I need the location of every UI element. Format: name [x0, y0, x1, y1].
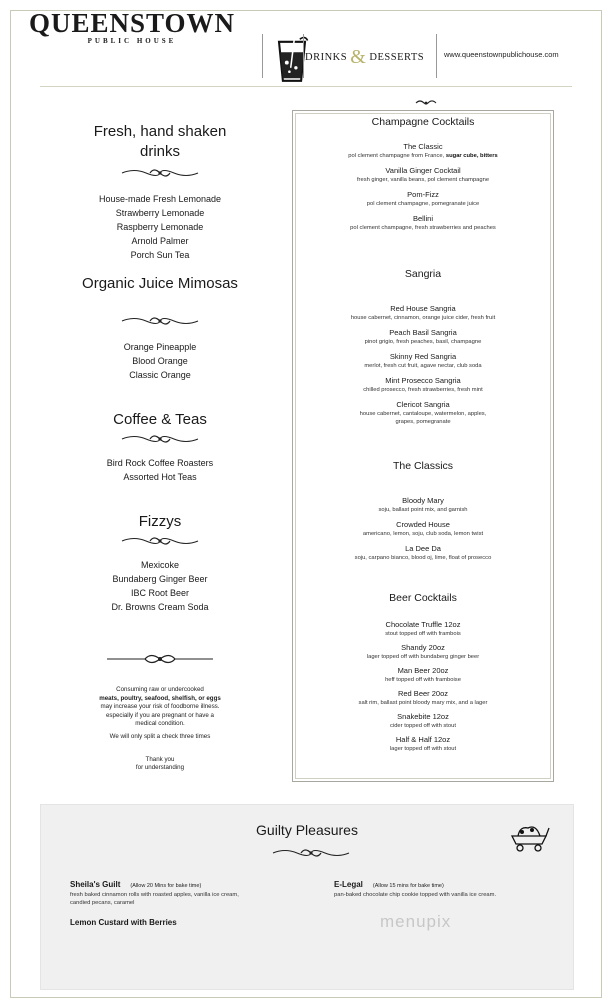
drink-name: Chocolate Truffle 12oz: [385, 620, 461, 629]
drink-description: americano, lemon, soju, club soda, lemon twist: [362, 531, 484, 537]
classics-section: [292, 460, 554, 562]
list-item: IBC Root Beer: [130, 588, 190, 598]
drink-description: lager topped off with bundaberg ginger beer: [366, 654, 480, 660]
list-item: Orange Pineapple: [123, 342, 197, 352]
dessert-description: pan-baked chocolate chip cookie topped with vanilla ice cream.: [334, 892, 497, 898]
menu-item: [292, 328, 554, 346]
drink-description: house cabernet, cantaloupe, watermelon, apples,: [359, 411, 487, 417]
menu-item: [292, 142, 554, 160]
section-title: Champagne Cocktails: [371, 116, 475, 128]
dessert-name: Sheila's Guilt (Allow 20 Mins for bake time): [70, 880, 202, 889]
flourish-ornament-icon: [120, 166, 200, 180]
header-rule: [40, 86, 572, 87]
flourish-ornament-icon: [414, 98, 438, 108]
list-item: Porch Sun Tea: [130, 250, 190, 260]
list-item: Dr. Browns Cream Soda: [111, 602, 209, 612]
section-title: Fizzys: [138, 513, 182, 530]
flourish-divider-icon: [105, 651, 215, 667]
watermark: menupix: [380, 912, 452, 931]
menu-item: [292, 689, 554, 707]
dessert-item-e-legal: [334, 880, 554, 899]
drink-name: Red Beer 20oz: [397, 689, 449, 698]
note-line: meats, poultry, seafood, shelfish, or eggs: [99, 694, 221, 702]
section-title: drinks: [139, 143, 180, 160]
menu-item: [292, 304, 554, 322]
sangria-section: [292, 268, 554, 426]
list-item: Arnold Palmer: [131, 236, 189, 246]
header-divider: [436, 34, 437, 78]
drink-name: Vanilla Ginger Cocktail: [385, 166, 461, 175]
drink-description: stout topped off with frambois: [385, 631, 461, 637]
drink-description: cider topped off with stout: [390, 723, 456, 729]
coffee-teas-section: [50, 410, 270, 484]
note-line: especially if you are pregnant or have a: [105, 711, 214, 719]
menu-item: [292, 496, 554, 514]
beer-cocktails-section: [292, 592, 554, 753]
menu-item: [292, 520, 554, 538]
dessert-item-lemon-custard: Lemon Custard with Berries: [70, 918, 177, 927]
drink-name: Bellini: [412, 214, 433, 223]
drink-description: pol clement champagne, pomegranate juice: [366, 201, 480, 207]
drink-name: Mint Prosecco Sangria: [385, 376, 461, 385]
brand-name: QUEENSTOWN: [28, 8, 236, 38]
flourish-ornament-icon: [271, 846, 351, 860]
section-title: Coffee & Teas: [113, 411, 207, 428]
section-title: Beer Cocktails: [389, 592, 457, 604]
drink-name: Red House Sangria: [390, 304, 456, 313]
drink-name: Skinny Red Sangria: [389, 352, 457, 361]
menu-item: [292, 376, 554, 394]
drink-name: Snakebite 12oz: [397, 712, 449, 721]
drink-description: pol clement champagne, fresh strawberries and peaches: [350, 225, 496, 231]
menu-item: [292, 166, 554, 184]
drink-list: [50, 340, 270, 382]
note-line: We will only split a check three times: [109, 732, 211, 740]
section-title: Sangria: [404, 268, 442, 280]
list-item: Classic Orange: [129, 370, 191, 380]
drink-description: grapes, pomegranate: [395, 419, 451, 425]
menu-item: [292, 666, 554, 684]
list-item: Bundaberg Ginger Beer: [112, 574, 208, 584]
drink-list: [50, 456, 270, 484]
fresh-drinks-section: [50, 122, 270, 262]
flourish-ornament-icon: [120, 432, 200, 446]
drink-description: house cabernet, cinnamon, orange juice cider, fresh fruit: [350, 315, 496, 321]
drink-description: heff topped off with framboise: [385, 677, 461, 683]
list-item: Bird Rock Coffee Roasters: [106, 458, 214, 468]
note-line: may increase your risk of foodborne illness.: [100, 703, 220, 711]
menu-item: [292, 190, 554, 208]
drink-description: lager topped off with stout: [389, 746, 457, 752]
section-title: Organic Juice Mimosas: [82, 275, 238, 292]
drink-name: Bloody Mary: [402, 496, 444, 505]
header-divider: [303, 34, 304, 78]
drink-list: [50, 192, 270, 262]
note-line: Consuming raw or undercooked: [116, 686, 204, 693]
champagne-section: [292, 116, 554, 232]
menu-item: [292, 544, 554, 562]
drink-name: Crowded House: [396, 520, 450, 529]
section-title: The Classics: [392, 460, 454, 472]
drinks-desserts-title: [305, 46, 424, 69]
menu-item: [292, 735, 554, 753]
drink-description: pinot grigio, fresh peaches, basil, champagne: [364, 339, 482, 345]
drink-list: [50, 558, 270, 614]
drink-name: Man Beer 20oz: [397, 666, 449, 675]
menu-item: [292, 214, 554, 232]
list-item: Blood Orange: [132, 356, 188, 366]
drink-description: merlot, fresh cut fruit, agave nectar, club soda: [364, 363, 482, 369]
note-line: for understanding: [135, 764, 185, 772]
drink-description: salt rim, ballast point bloody mary mix, and a lager: [358, 700, 488, 706]
drink-name: Half & Half 12oz: [395, 735, 451, 744]
food-safety-note: [50, 686, 270, 773]
menu-item: [292, 400, 554, 426]
list-item: House-made Fresh Lemonade: [98, 194, 222, 204]
brand-logo: [22, 8, 242, 45]
section-title: Guilty Pleasures: [256, 822, 358, 838]
drink-name: Shandy 20oz: [401, 643, 445, 652]
menu-item: [292, 352, 554, 370]
drink-description: soju, carpano bianco, blood oj, lime, float of prosecco: [354, 555, 492, 561]
drink-description: soju, ballast point mix, and garnish: [378, 507, 468, 513]
flourish-ornament-icon: [120, 534, 200, 548]
desserts-label: DESSERTS: [369, 52, 425, 63]
drink-name: Peach Basil Sangria: [389, 328, 457, 337]
mimosas-section: [50, 274, 270, 382]
drink-name: Clericot Sangria: [396, 400, 450, 409]
section-title: Fresh, hand shaken: [93, 123, 227, 140]
list-item: Mexicoke: [140, 560, 179, 570]
dessert-description: fresh baked cinnamon rolls with roasted apples, vanilla ice cream,: [70, 892, 239, 898]
dessert-item-sheilas-guilt: [70, 880, 330, 907]
menu-item: [292, 712, 554, 730]
list-item: Assorted Hot Teas: [123, 472, 197, 482]
dessert-name: E-Legal (Allow 15 mins for bake time): [334, 880, 444, 889]
drinks-label: DRINKS: [305, 52, 348, 63]
website-link[interactable]: www.queenstownpublichouse.com: [444, 50, 559, 59]
list-item: Raspberry Lemonade: [116, 222, 204, 232]
note-line: Thank you: [145, 755, 175, 763]
brand-subtitle: PUBLIC HOUSE: [87, 37, 177, 45]
menu-item: [292, 620, 554, 638]
fizzys-section: [50, 512, 270, 614]
drink-description: fresh ginger, vanilla beans, pol clement champagne: [356, 177, 490, 183]
flourish-ornament-icon: [120, 314, 200, 328]
note-line: medical condition.: [135, 720, 185, 728]
list-item: Strawberry Lemonade: [115, 208, 205, 218]
drink-name: The Classic: [403, 142, 443, 151]
drink-name: La Dee Da: [405, 544, 441, 553]
ampersand: &: [350, 46, 367, 68]
drink-name: Pom-Fizz: [407, 190, 439, 199]
dessert-cart-icon: [508, 818, 550, 852]
dessert-description: candied pecans, caramel: [70, 900, 135, 906]
menu-item: [292, 643, 554, 661]
drink-description: chilled prosecco, fresh strawberries, fresh mint: [363, 387, 483, 393]
drink-description: pol clement champagne from France, sugar cube, bitters: [348, 153, 498, 159]
header-divider: [262, 34, 263, 78]
